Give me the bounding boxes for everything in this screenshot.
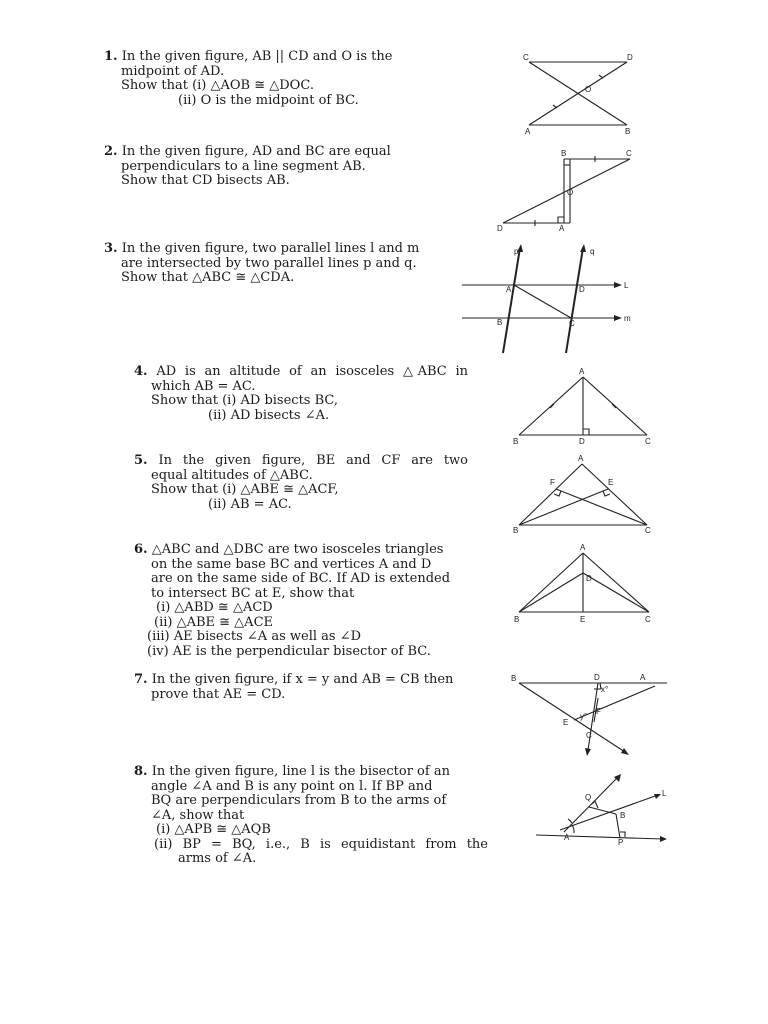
question-text: In the given figure, if x = y and AB = CB then [151,672,454,687]
label-d: D [497,224,503,233]
figure-8 [530,775,670,850]
question-number: 1. [104,49,118,64]
question-1 [104,50,444,108]
label-p: P [618,838,624,847]
question-text: perpendiculars to a line segment AB. [121,158,366,174]
question-text: angle ∠A and B is any point on l. If BP and [151,778,433,794]
question-text: (ii) △ABE ≅ △ACE [154,614,273,630]
figure-2 [495,145,640,235]
figure-4 [505,365,660,450]
figure-7 [505,670,675,760]
label-d: D [579,285,585,294]
question-text: (ii) AB = AC. [208,496,292,512]
question-text: (ii) O is the midpoint of BC. [178,92,359,108]
question-6 [134,543,479,659]
label-a: A [640,673,646,682]
question-number: 4. [134,364,148,379]
label-e: E [608,478,614,487]
question-number: 6. [134,542,148,557]
question-text: BQ are perpendiculars from B to the arms of [151,793,447,808]
question-text: prove that AE = CD. [151,686,286,702]
label-c: C [586,731,592,740]
label-a: A [579,367,585,376]
question-text: In the given figure, two parallel lines l and m [121,241,420,256]
question-text: (i) △ABD ≅ △ACD [156,600,273,615]
label-f: F [596,707,601,716]
question-text: Show that (i) △AOB ≅ △DOC. [121,78,314,93]
question-number: 7. [134,672,148,687]
label-b: B [511,674,517,683]
label-a: A [564,833,570,842]
label-b-fig3: B [497,318,503,327]
label-e: E [563,718,569,727]
label-l: L [662,789,667,798]
question-text: are intersected by two parallel lines p and q. [121,255,417,271]
question-text: Show that (i) △ABE ≅ △ACF, [151,482,339,497]
label-d: D [586,574,592,583]
label-e: E [580,615,586,624]
question-number: 5. [134,453,148,468]
figure-1 [515,50,640,135]
figure-3 [462,242,642,357]
label-b: B [625,127,631,136]
figure-6 [505,543,665,628]
label-b: B [561,149,567,158]
question-text: which AB = AC. [151,378,256,394]
question-text: (iv) AE is the perpendicular bisector of BC. [147,643,431,659]
question-8 [134,765,488,867]
question-text: are on the same side of BC. If AD is extended [151,571,451,586]
label-p: p [514,247,519,256]
label-x: x° [601,685,609,694]
label-a: A [525,127,531,136]
label-m: m [624,314,631,323]
question-text: ∠A, show that [151,807,245,823]
question-text: equal altitudes of △ABC. [151,467,313,483]
question-7 [134,673,489,702]
label-d: D [627,53,633,62]
question-4 [134,365,468,423]
label-a: A [578,454,584,463]
label-y: y° [580,712,588,721]
label-f: F [550,478,555,487]
label-l: L [624,281,629,290]
question-text: In the given figure, line l is the bisector of an [151,764,450,779]
question-text: (i) △APB ≅ △AQB [156,822,271,837]
question-text: In the given figure, AB || CD and O is the [121,49,393,64]
question-number: 3. [104,241,118,256]
label-c: C [645,437,651,446]
label-b: B [620,811,626,820]
label-b: B [513,437,519,446]
question-text: AD is an altitude of an isosceles △ABC in [156,364,468,379]
label-a: A [506,285,512,294]
label-a: A [580,543,586,552]
question-text: (iii) AE bisects ∠A as well as ∠D [147,629,362,644]
question-text: midpoint of AD. [121,63,225,79]
question-2 [104,145,449,189]
question-text: In the given figure, BE and CF are two [158,453,468,468]
label-q: Q [585,793,592,802]
question-text: In the given figure, AD and BC are equal [121,144,391,159]
label-b: B [514,615,520,624]
question-text: Show that △ABC ≅ △CDA. [121,270,295,285]
question-text: arms of ∠A. [178,851,257,866]
question-text: (ii) BP = BQ, i.e., B is equidistant from the [154,836,488,852]
question-text: (ii) AD bisects ∠A. [208,407,330,423]
question-number: 8. [134,764,148,779]
label-o: O [567,188,574,197]
question-text: Show that (i) AD bisects BC, [151,393,339,408]
label-c: C [645,615,651,624]
label-c-fig3: C [569,319,575,328]
question-text: on the same base BC and vertices A and D [151,556,432,572]
label-c: C [523,53,529,62]
label-a: A [559,224,565,233]
label-d: D [594,673,600,682]
question-3 [104,242,449,286]
label-q: q [590,247,595,256]
question-text: to intersect BC at E, show that [151,585,355,601]
question-text: △ABC and △DBC are two isosceles triangles [151,542,444,557]
label-d: D [579,437,585,446]
label-o: O [585,85,592,94]
label-c: C [626,149,632,158]
question-number: 2. [104,144,118,159]
question-text: Show that CD bisects AB. [121,173,290,188]
question-5 [134,454,468,512]
label-c: C [645,526,651,535]
label-b: B [513,526,519,535]
figure-5 [505,452,660,537]
